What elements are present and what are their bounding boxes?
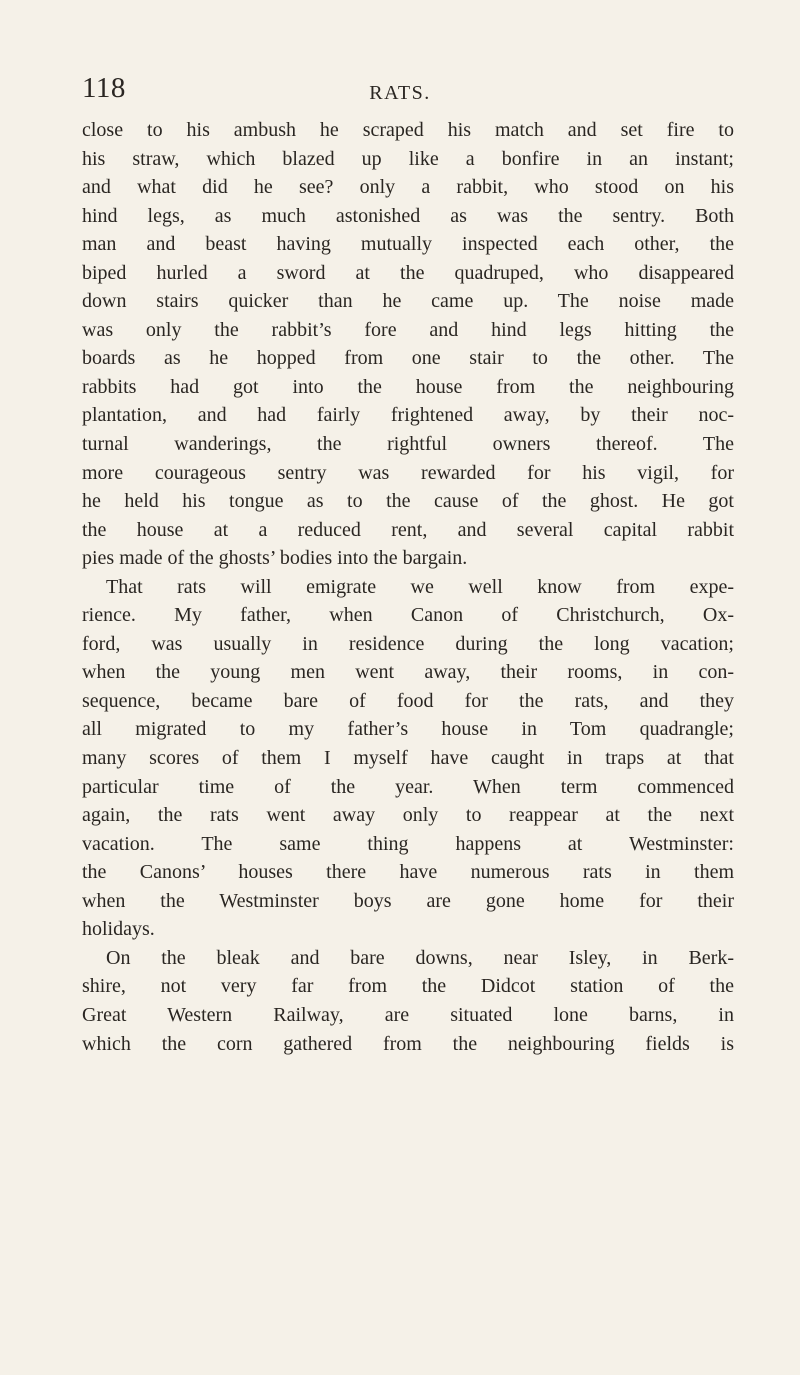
text-line: more courageous sentry was rewarded for his vigil, for bbox=[82, 461, 734, 484]
text-line: rabbits had got into the house from the neighbouring bbox=[82, 375, 734, 398]
text-line: biped hurled a sword at the quadruped, who disappeared bbox=[82, 261, 734, 284]
text-line: rience. My father, when Canon of Christchurch, Ox- bbox=[82, 604, 734, 627]
text-line: down stairs quicker than he came up. The noise made bbox=[82, 290, 734, 313]
text-line: close to his ambush he scraped his match and set fire to bbox=[82, 119, 734, 141]
text-line: That rats will emigrate we well know from expe- bbox=[106, 575, 734, 598]
page-header bbox=[82, 72, 718, 112]
text-line: holidays. bbox=[82, 918, 155, 941]
text-line: hind legs, as much astonished as was the sentry. Both bbox=[82, 204, 734, 227]
text-line: plantation, and had fairly frightened away, by their noc- bbox=[82, 404, 734, 427]
text-line: and what did he see? only a rabbit, who stood on his bbox=[82, 176, 734, 199]
text-line: Great Western Railway, are situated lone barns, in bbox=[82, 1003, 734, 1026]
body-text bbox=[82, 116, 734, 1058]
text-line: sequence, became bare of food for the rats, and they bbox=[82, 689, 734, 712]
text-line: shire, not very far from the Didcot station of the bbox=[82, 975, 734, 998]
text-line: again, the rats went away only to reappear at the next bbox=[82, 804, 734, 827]
text-line: when the Westminster boys are gone home for their bbox=[82, 889, 734, 912]
text-line: particular time of the year. When term commenced bbox=[82, 775, 734, 798]
text-line: pies made of the ghosts’ bodies into the bargain. bbox=[82, 547, 468, 570]
text-line: ford, was usually in residence during the long vacation; bbox=[82, 632, 734, 655]
text-line: many scores of them I myself have caught in traps at that bbox=[82, 747, 734, 770]
text-line: when the young men went away, their rooms, in con- bbox=[82, 661, 734, 684]
text-line: turnal wanderings, the rightful owners thereof. The bbox=[82, 433, 734, 456]
page-number: 118 bbox=[82, 72, 126, 104]
text-line: vacation. The same thing happens at Westminster: bbox=[82, 832, 734, 855]
text-line: man and beast having mutually inspected each other, the bbox=[82, 233, 734, 256]
text-line: the house at a reduced rent, and several capital rabbit bbox=[82, 518, 734, 541]
running-head: RATS. bbox=[369, 82, 431, 104]
text-line: was only the rabbit’s fore and hind legs hitting the bbox=[82, 318, 734, 341]
text-line: On the bleak and bare downs, near Isley, in Berk- bbox=[106, 946, 734, 969]
text-line: all migrated to my father’s house in Tom quadrangle; bbox=[82, 718, 734, 741]
text-line: he held his tongue as to the cause of the ghost. He got bbox=[82, 490, 734, 513]
text-line: his straw, which blazed up like a bonfire in an instant; bbox=[82, 147, 734, 170]
text-line: boards as he hopped from one stair to the other. The bbox=[82, 347, 734, 370]
text-line: the Canons’ houses there have numerous rats in them bbox=[82, 861, 734, 884]
text-line: which the corn gathered from the neighbouring fields is bbox=[82, 1032, 734, 1055]
